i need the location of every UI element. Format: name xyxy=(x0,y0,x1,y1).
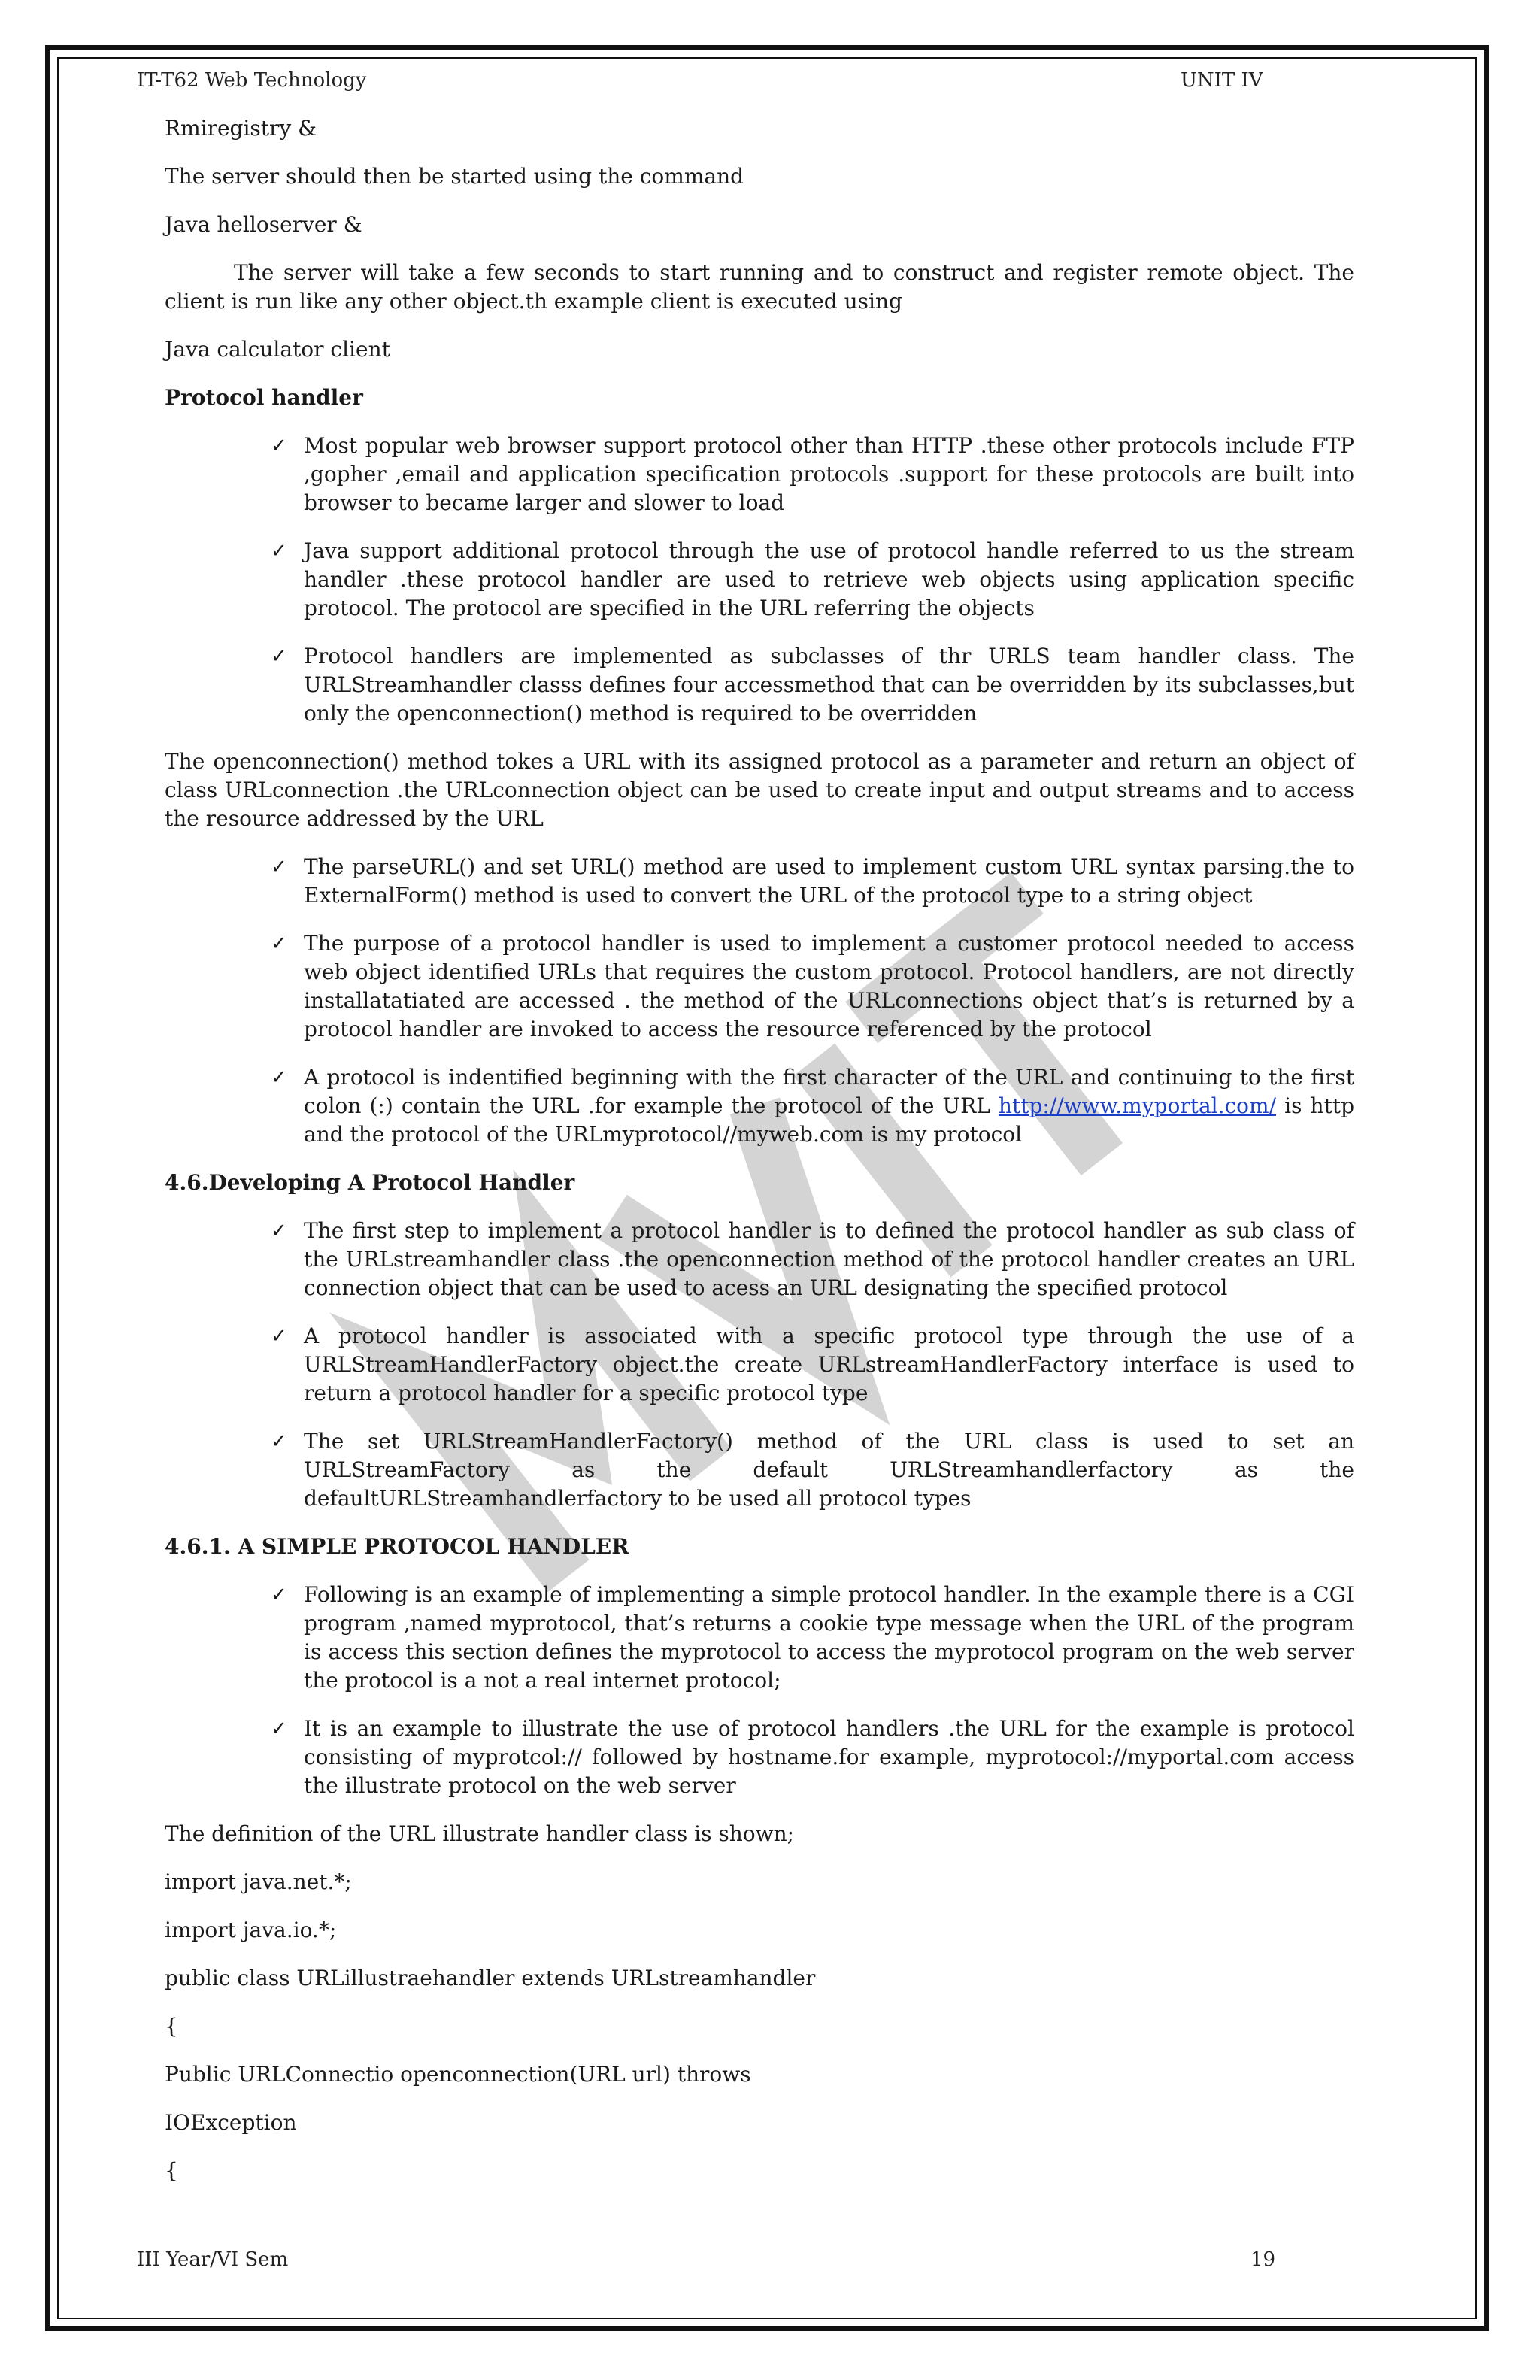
list-item: ✓ The set URLStreamHandlerFactory() method of the URL class is used to set an URLStreamFactory as the default URLStreamhandlerfactory as the defaultURLStreamhandlerfactory to be used all protocol types xyxy=(271,1429,1354,1511)
header-course-title: IT-T62 Web Technology xyxy=(137,69,367,92)
checkmark-icon: ✓ xyxy=(271,1584,287,1606)
code-line-open-brace: { xyxy=(165,2014,178,2039)
footer-year-semester: III Year/VI Sem xyxy=(137,2248,289,2271)
checkmark-icon: ✓ xyxy=(271,1066,287,1089)
list-item: ✓ The purpose of a protocol handler is used to implement a customer protocol needed to access web object identified URLs that requires the custom protocol. Protocol handlers, are not directly installatatiated are accessed . the method of the URLconnections object that’s is returned by a protocol handler are invoked to access the resource referenced by the protocol xyxy=(271,931,1354,1041)
checkmark-icon: ✓ xyxy=(271,1718,287,1740)
checkmark-icon: ✓ xyxy=(271,435,287,457)
checkmark-icon: ✓ xyxy=(271,645,287,668)
list-item: ✓ It is an example to illustrate the use of protocol handlers .the URL for the example is protocol consisting of myprotcol:// followed by hostname.for example, myprotocol://myportal.com access the illustrate protocol on the web server xyxy=(271,1716,1354,1798)
myportal-link[interactable]: http://www.myportal.com/ xyxy=(998,1093,1277,1118)
server-paragraph: The server will take a few seconds to start running and to construct and register remote object. The client is run like any other object.th example client is executed using xyxy=(165,260,1354,314)
code-line-definition: The definition of the URL illustrate handler class is shown; xyxy=(165,1821,795,1846)
client-line: Java calculator client xyxy=(165,337,390,362)
url-methods-list xyxy=(165,853,1354,1149)
list-item: ✓ A protocol is indentified beginning with the first character of the URL and continuing to the first colon (:) contain the URL .for example the protocol of the URL http://www.myportal.com/ is http and the protocol of the URLmyprotocol//myweb.com is my protocol xyxy=(271,1065,1354,1147)
checkmark-icon: ✓ xyxy=(271,1430,287,1453)
list-item: ✓ Protocol handlers are implemented as subclasses of thr URLS team handler class. The URLStreamhandler classs defines four accessmethod that can be overridden by its subclasses,but only the openconnection() method is required to be overridden xyxy=(271,644,1354,726)
code-line-import-net: import java.net.*; xyxy=(165,1869,352,1894)
code-line-class-decl: public class URLillustraehandler extends URLstreamhandler xyxy=(165,1966,816,1990)
checkmark-icon: ✓ xyxy=(271,1325,287,1348)
checkmark-icon: ✓ xyxy=(271,1220,287,1242)
section-heading-developing: 4.6.Developing A Protocol Handler xyxy=(165,1170,575,1195)
page-content xyxy=(165,114,1354,2205)
protocol-handler-list xyxy=(165,432,1354,728)
header-unit: UNIT IV xyxy=(1181,69,1263,92)
list-item: ✓ The first step to implement a protocol handler is to defined the protocol handler as sub class of the URLstreamhandler class .the openconnection method of the protocol handler creates an URL connection object that can be used to acess an URL designating the specified protocol xyxy=(271,1218,1354,1300)
intro-line-java-helloserver: Java helloserver & xyxy=(165,212,362,237)
openconnection-paragraph: The openconnection() method tokes a URL with its assigned protocol as a parameter and return an object of class URLconnection .the URLconnection object can be used to create input and output streams and to access the resource addressed by the URL xyxy=(165,749,1354,831)
code-line-import-io: import java.io.*; xyxy=(165,1918,337,1942)
developing-list xyxy=(165,1217,1354,1513)
footer-page-number: 19 xyxy=(1250,2248,1276,2271)
list-item: ✓ Following is an example of implementing a simple protocol handler. In the example there is a CGI program ,named myprotocol, that’s returns a cookie type message when the URL of the program is access this section defines the myprotocol to access the myprotocol program on the web server the protocol is a not a real internet protocol; xyxy=(271,1582,1354,1693)
checkmark-icon: ✓ xyxy=(271,856,287,878)
intro-line-rmiregistry: Rmiregistry & xyxy=(165,116,317,141)
list-item: ✓ Most popular web browser support protocol other than HTTP .these other protocols include FTP ,gopher ,email and application specification protocols .support for these protocols are built into browser to became larger and slower to load xyxy=(271,433,1354,515)
list-item: ✓ The parseURL() and set URL() method are used to implement custom URL syntax parsing.the to ExternalForm() method is used to convert the URL of the protocol type to a string object xyxy=(271,854,1354,908)
simple-handler-list xyxy=(165,1581,1354,1800)
code-line-method-brace: { xyxy=(165,2158,178,2183)
list-item: ✓ Java support additional protocol through the use of protocol handle referred to us the stream handler .these protocol handler are used to retrieve web objects using application specific protocol. The protocol are specified in the URL referring the objects xyxy=(271,538,1354,620)
list-item: ✓ A protocol handler is associated with a specific protocol type through the use of a URLStreamHandlerFactory object.the create URLstreamHandlerFactory interface is used to return a protocol handler for a specific protocol type xyxy=(271,1323,1354,1405)
section-heading-protocol-handler: Protocol handler xyxy=(165,385,363,410)
code-line-method-decl: Public URLConnectio openconnection(URL url) throws xyxy=(165,2062,751,2087)
checkmark-icon: ✓ xyxy=(271,540,287,562)
checkmark-icon: ✓ xyxy=(271,932,287,955)
intro-line-server-start: The server should then be started using the command xyxy=(165,164,744,189)
code-line-ioexception: IOException xyxy=(165,2110,297,2135)
section-heading-simple-protocol-handler: 4.6.1. A SIMPLE PROTOCOL HANDLER xyxy=(165,1534,629,1559)
